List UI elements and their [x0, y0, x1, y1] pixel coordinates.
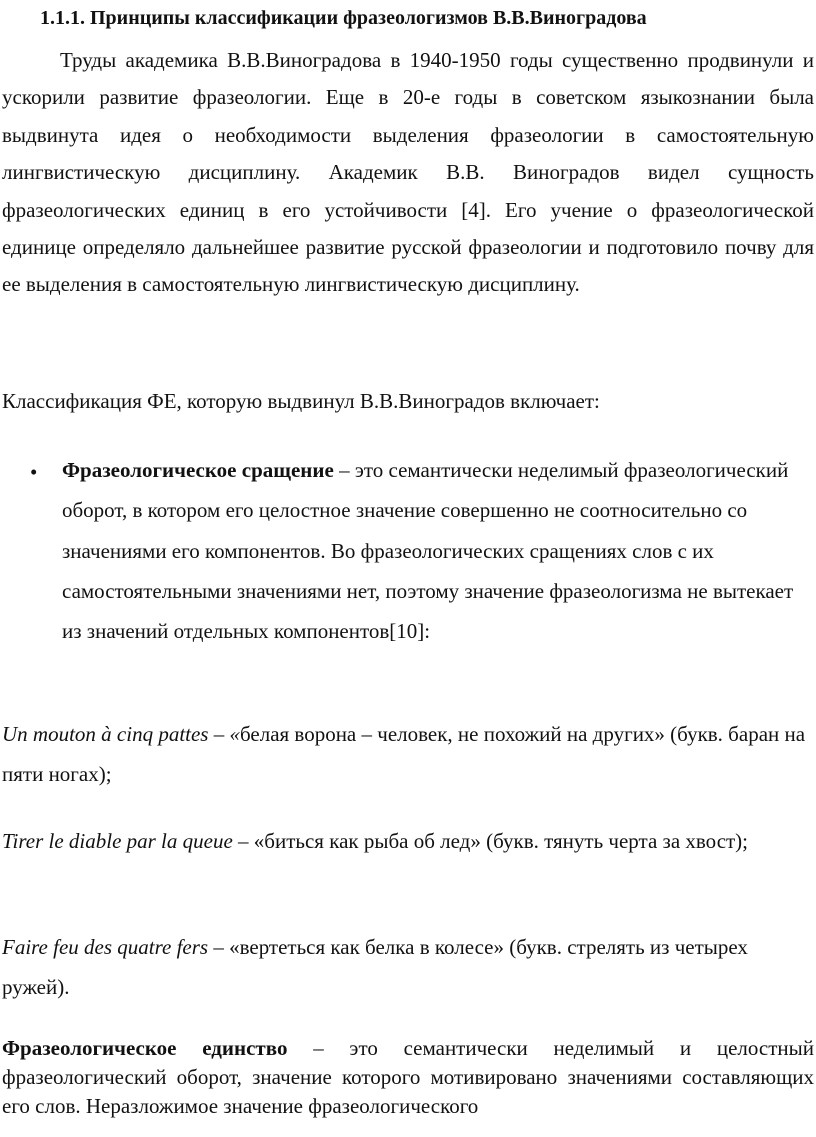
- example-3: [2, 927, 814, 1007]
- term-unity-definition: – это семантически неделимый и целостный фразеологический оборот, значение которого мотивировано значениями составляющих его слов. Неразложимое значение фразеологического: [2, 1036, 815, 1118]
- example-2: [2, 821, 814, 861]
- bullet-phraseological-fusion: [62, 450, 814, 651]
- example-2-french: Tirer le diable par la queue: [2, 829, 233, 853]
- paragraph-phraseological-unity: [2, 1034, 814, 1121]
- paragraph-vinogradov-works: Труды академика В.В.Виноградова в 1940-1950 годы существенно продвинули и ускорили развитие фразеологии. Еще в 20-е годы в советском языкознании была выдвинута идея о необходимости выделения фразеологии в самостоятельную лингвистическую дисциплину. Академик В.В. Виноградов видел сущность фразеологических единиц в его устойчивости [4]. Его учение о фразеологической единице определяло дальнейшее развитие русской фразеологии и подготовило почву для ее выделения в самостоятельную лингвистическую дисциплину.: [2, 48, 814, 297]
- example-1: [2, 714, 814, 794]
- bullet-marker: •: [30, 460, 38, 484]
- term-unity: Фразеологическое единство: [2, 1036, 288, 1060]
- example-1-translation: белая ворона – человек, не похожий на других» (букв. баран на пяти ногах);: [2, 722, 806, 786]
- term-fusion-definition: – это семантически неделимый фразеологический оборот, в котором его целостное значение совершенно не соотносительно со значениями его компонентов. Во фразеологических сращениях слов с их самостоятельными значениями нет, поэтому значение фразеологизма не вытекает из значений отдельных компонентов[10]:: [62, 458, 794, 644]
- example-3-translation: – «вертеться как белка в колесе» (букв. стрелять из четырех ружей).: [2, 935, 748, 999]
- classification-intro: Классификация ФЕ, которую выдвинул В.В.Виноградов включает:: [2, 389, 600, 413]
- example-1-french: Un mouton à cinq pattes – «: [2, 722, 240, 746]
- term-fusion: Фразеологическое сращение: [62, 458, 334, 482]
- example-2-translation: – «биться как рыба об лед» (букв. тянуть черта за хвост);: [232, 829, 749, 853]
- section-heading: 1.1.1. Принципы классификации фразеологизмов В.В.Виноградова: [40, 7, 647, 29]
- example-3-french: Faire feu des quatre fers: [2, 935, 209, 959]
